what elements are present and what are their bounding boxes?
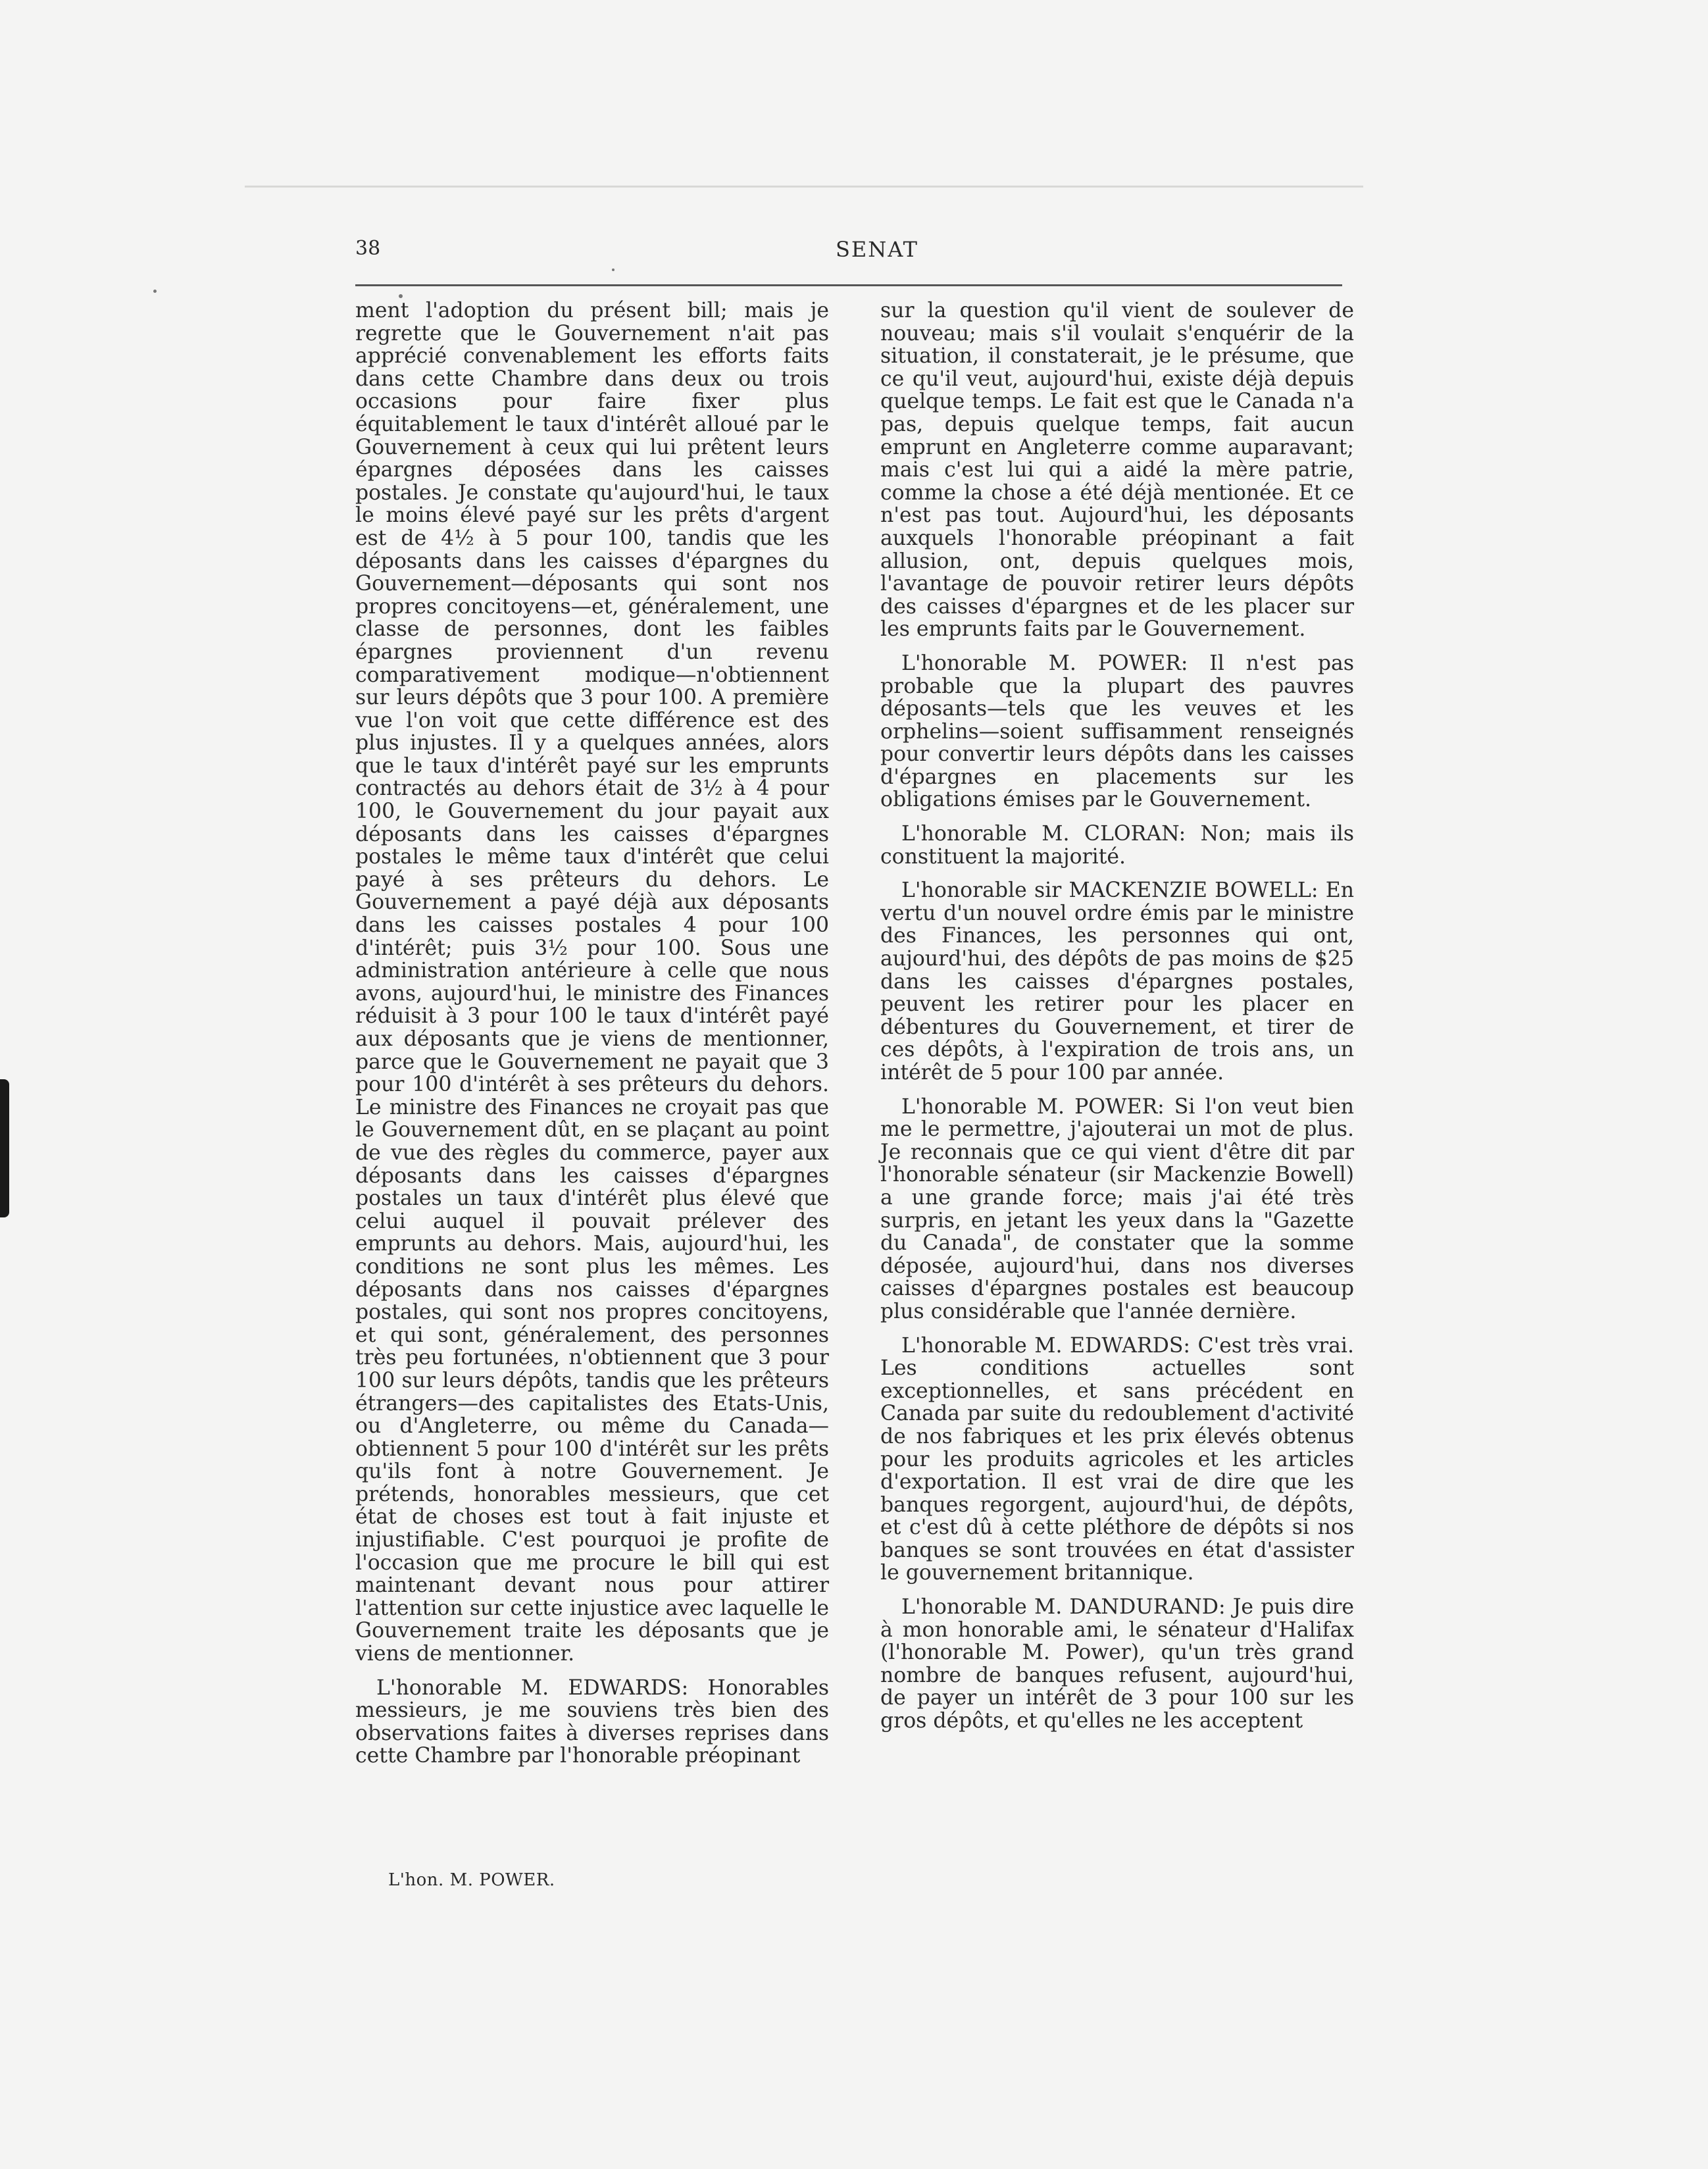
paragraph-dandurand: L'honorable M. DANDURAND: Je puis dire à mon honorable ami, le sénateur d'Halifax (l'honorable M. Power), qu'un très grand nombre de banques refusent, aujourd'hui, de payer un intérêt de 3 pour 100 sur les gros dépôts, et qu'elles ne les acceptent [880,1595,1354,1733]
paragraph-edwards: L'honorable M. EDWARDS: C'est très vrai. Les conditions actuelles sont exceptionnelles, et sans précédent en Canada par suite du redoublement d'activité de nos fabriques et les prix élevés obtenus pour les produits agricoles et les articles d'exportation. Il est vrai de dire que les banques regorgent, aujourd'hui, de dépôts, et c'est dû à cette pléthore de dépôts si nos banques se sont trouvées en état d'assister le gouvernement britannique. [880,1333,1354,1585]
scan-speck [153,290,157,293]
right-column [880,299,1354,1733]
scan-speck [399,294,403,298]
page-number: 38 [355,237,381,260]
paragraph-bowell: L'honorable sir MACKENZIE BOWELL: En vertu d'un nouvel ordre émis par le ministre des Finances, les personnes qui ont, aujourd'hui, des dépôts de pas moins de $25 dans les caisses d'épargnes postales, peuvent les retirer pour les placer en débentures du Gouvernement, et tirer de ces dépôts, à l'expiration de trois ans, un intérêt de 5 pour 100 par année. [880,879,1354,1084]
paragraph-power: L'honorable M. POWER: Il n'est pas probable que la plupart des pauvres déposants—tels que les veuves et les orphelins—soient suffisamment renseignés pour convertir leurs dépôts dans les caisses d'épargnes en placements sur les obligations émises par le Gouvernement. [880,651,1354,812]
scan-edge-mark [0,1079,9,1217]
header-rule [355,284,1342,286]
paragraph-power: L'honorable M. POWER: Si l'on veut bien me le permettre, j'ajouterai un mot de plus. Je reconnais que ce qui vient d'être dit par l'honorable sénateur (sir Mackenzie Bowell) a une grande force; mais j'ai été très surpris, en jetant les yeux dans la "Gazette du Canada", de constater que la somme déposée, aujourd'hui, dans nos diverses caisses d'épargnes postales est beaucoup plus considérable que l'année dernière. [880,1094,1354,1323]
paragraph: sur la question qu'il vient de soulever de nouveau; mais s'il voulait s'enquérir de la situation, il constaterait, je le présume, que ce qu'il veut, aujourd'hui, existe déjà depuis quelque temps. Le fait est que le Canada n'a pas, depuis quelque temps, fait aucun emprunt en Angleterre comme auparavant; mais c'est lui qui a aidé la mère patrie, comme la chose a été déjà mentionée. Et ce n'est pas tout. Aujourd'hui, les déposants auxquels l'honorable préopinant a fait allusion, ont, depuis quelques mois, l'avantage de pouvoir retirer leurs dépôts des caisses d'épargnes et de les placer sur les emprunts faits par le Gouvernement. [880,299,1354,642]
paragraph: ment l'adoption du présent bill; mais je regrette que le Gouvernement n'ait pas apprécié convenablement les efforts faits dans cette Chambre dans deux ou trois occasions pour faire fixer plus équitablement le taux d'intérêt alloué par le Gouvernement à ceux qui lui prêtent leurs épargnes déposées dans les caisses postales. Je constate qu'aujourd'hui, le taux le moins élevé payé sur les prêts d'argent est de 4½ à 5 pour 100, tandis que les déposants dans les caisses d'épargnes du Gouvernement—déposants qui sont nos propres concitoyens—et, généralement, une classe de personnes, dont les faibles épargnes proviennent d'un revenu comparativement modique—n'obtiennent sur leurs dépôts que 3 pour 100. A première vue l'on voit que cette différence est des plus injustes. Il y a quelques années, alors que le taux d'intérêt payé sur les emprunts contractés au dehors était de 3½ à 4 pour 100, le Gouvernement du jour payait aux déposants dans les caisses d'épargnes postales le même taux d'intérêt que celui payé à ses prêteurs du dehors. Le Gouvernement a payé déjà aux déposants dans les caisses postales 4 pour 100 d'intérêt; puis 3½ pour 100. Sous une administration antérieure à celle que nous avons, aujourd'hui, le ministre des Finances réduisit à 3 pour 100 le taux d'intérêt payé aux déposants que je viens de mentionner, parce que le Gouvernement ne payait que 3 pour 100 d'intérêt à ses prêteurs du dehors. Le ministre des Finances ne croyait pas que le Gouvernement dût, en se plaçant au point de vue des règles du commerce, payer aux déposants dans les caisses d'épargnes postales un taux d'intérêt plus élevé que celui auquel il pouvait prélever des emprunts au dehors. Mais, aujourd'hui, les conditions ne sont plus les mêmes. Les déposants dans nos caisses d'épargnes postales, qui sont nos propres concitoyens, et qui sont, généralement, des personnes très peu fortunées, n'obtiennent que 3 pour 100 sur leurs dépôts, tandis que les prêteurs étrangers—des capitalistes des Etats-Unis, ou d'Angleterre, ou même du Canada—obtiennent 5 pour 100 d'intérêt sur les prêts qu'ils font à notre Gouvernement. Je prétends, honorables messieurs, que cet état de choses est tout à fait injuste et injustifiable. C'est pourquoi je profite de l'occasion que me procure le bill qui est maintenant devant nous pour attirer l'attention sur cette injustice avec laquelle le Gouvernement traite les déposants que je viens de mentionner. [355,299,829,1666]
paragraph-cloran: L'honorable M. CLORAN: Non; mais ils constituent la majorité. [880,822,1354,869]
left-column [355,299,829,1768]
page-edge [245,186,1363,188]
page-header [355,237,1355,276]
paragraph-edwards: L'honorable M. EDWARDS: Honorables messieurs, je me souviens très bien des observations faites à diverses reprises dans cette Chambre par l'honorable préopinant [355,1675,829,1768]
speaker-note: L'hon. M. POWER. [388,1870,555,1890]
running-head: SENAT [836,237,918,262]
